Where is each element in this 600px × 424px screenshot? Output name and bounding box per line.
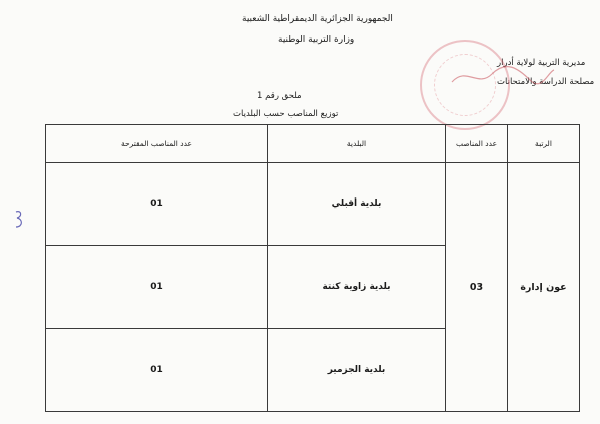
margin-handwriting [12,208,26,230]
table-header-row [46,125,580,163]
proposed-cell: 01 [46,163,268,246]
proposed-cell: 01 [46,246,268,329]
header-proposed: عدد المناصب المقترحة [46,125,268,163]
total-count-cell: 03 [446,163,508,412]
distribution-table [45,124,580,412]
signature [448,62,558,90]
commune-cell: بلدية أقبلي [268,163,446,246]
service-title: مصلحة الدراسة والامتحانات [497,77,595,87]
commune-cell: بلدية الجزمير [268,329,446,412]
proposed-cell: 01 [46,329,268,412]
header-commune: البلدية [268,125,446,163]
grade-cell: عون إدارة [508,163,580,412]
commune-cell: بلدية زاوية كنتة [268,246,446,329]
annex-number: ملحق رقم 1 [257,91,302,101]
header-count: عدد المناصب [446,125,508,163]
table-row [46,163,580,246]
directorate-title: مديرية التربية لولاية أدرار [497,58,586,68]
republic-title: الجمهورية الجزائرية الديمقراطية الشعبية [242,14,393,24]
ministry-title: وزارة التربية الوطنية [278,35,355,45]
header-grade: الرتبة [508,125,580,163]
distribution-title: توزيع المناصب حسب البلديات [233,109,339,119]
